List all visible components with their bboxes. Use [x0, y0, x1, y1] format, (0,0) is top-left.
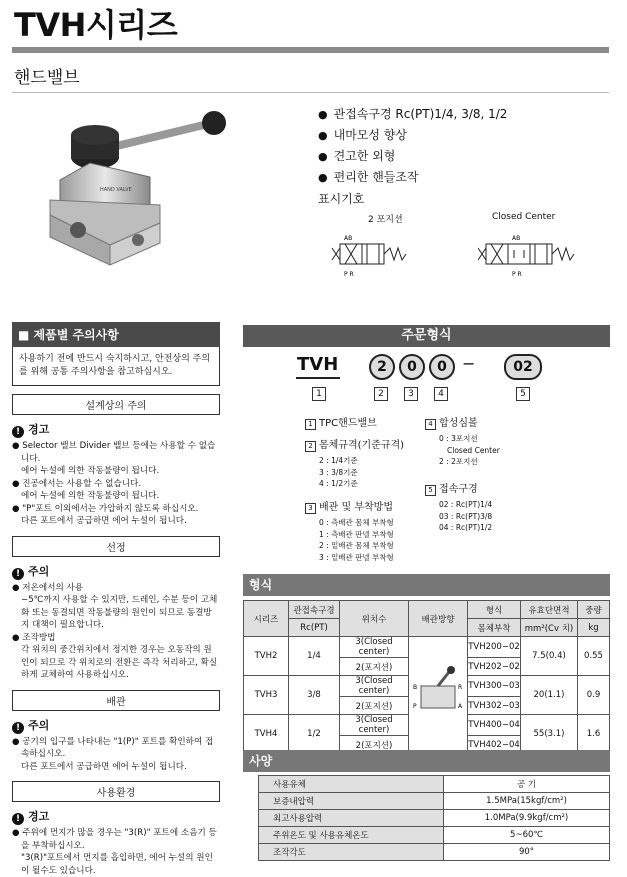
spec-table	[258, 775, 610, 861]
section-design-title: 설계상의 주의	[12, 394, 220, 415]
svg-text:P R: P R	[344, 271, 354, 278]
col-header: kg	[578, 619, 610, 637]
order-group-2: 2 몸체규격(기준규격) 2 : 1/4기준 3 : 3/8기준 4 : 1/2기준	[305, 436, 404, 490]
table-row: TVH4 1/2 3(Closed center) TVH400−04 55(3.1) 1.6	[244, 715, 610, 736]
feature-item: ● 편리한 핸들조작	[318, 167, 507, 188]
order-code-prefix: TVH	[297, 354, 339, 375]
code-part-3: 0	[399, 354, 425, 380]
table-row: TVH2 1/4 3(Closed center) B R P A TVH200−02 7.5(0.4) 0.55	[244, 637, 610, 658]
code-part-4: 0	[429, 354, 455, 380]
symbol-left-label: 2 포지션	[368, 215, 403, 225]
table-row: TVH3 3/8 3(Closed center) TVH300−03 20(1.1) 0.9	[244, 676, 610, 697]
svg-text:P R: P R	[512, 271, 522, 278]
caution-panel	[12, 322, 220, 877]
col-header: 몸체부착	[468, 619, 521, 637]
svg-text:R: R	[458, 683, 463, 691]
code-part-5: 02	[504, 354, 542, 380]
svg-text:AB: AB	[344, 235, 353, 242]
table-row: 주위온도 및 사용유체온도 5~60℃	[259, 827, 610, 844]
page-subtitle: 핸드밸브	[14, 68, 80, 88]
section-selection-title: 선정	[12, 536, 220, 557]
code-num: 5	[516, 387, 530, 401]
table-row: 조작각도 90°	[259, 844, 610, 861]
feature-list	[318, 104, 507, 188]
code-part-2: 2	[369, 354, 395, 380]
col-header: 중량	[578, 601, 610, 619]
symbol-2-position-icon	[330, 230, 410, 285]
model-table-header: 형식	[243, 574, 610, 596]
table-row: 사용유체 공 기	[259, 776, 610, 793]
order-header: 주문형식	[243, 325, 610, 347]
feature-item: ● 견고한 외형	[318, 146, 507, 167]
col-header: 위치수	[340, 601, 409, 637]
caution-icon: !	[12, 722, 24, 734]
table-row: 보증내압력 1.5MPa(15kgf/cm²)	[259, 793, 610, 810]
spec-table-header: 사양	[243, 750, 610, 772]
col-header: 형식	[468, 601, 521, 619]
caution-label: ! 주의	[12, 717, 220, 734]
warning-label: ! 경고	[12, 808, 220, 825]
warning-label: ! 경고	[12, 421, 220, 438]
col-header: mm²(Cv 치)	[521, 619, 578, 637]
order-group-5: 5 접속구경 02 : Rc(PT)1/4 03 : Rc(PT)3/8 04 : Rc(PT)1/2	[425, 480, 492, 534]
piping-items: ● 공기의 입구를 나타내는 "1(P)" 포트를 확인하여 접속하십시오. 다른 포트에서 공급하면 에어 누설이 됩니다.	[12, 736, 220, 774]
valve-port-diagram	[409, 637, 468, 754]
table-row: 2(포지션) TVH302−03	[244, 697, 610, 715]
table-row: 최고사용압력 1.0MPa(9.9kgf/cm²)	[259, 810, 610, 827]
environment-items: ● 주위에 먼지가 많을 경우는 "3(R)" 포트에 소음기 등을 부착하십시오. "3(R)"포트에서 먼지를 흡입하면, 에어 누설의 원인이 될수도 있습니다.	[12, 827, 220, 877]
code-underline	[296, 377, 340, 379]
svg-text:AB: AB	[512, 235, 521, 242]
code-num: 4	[434, 387, 448, 401]
caution-intro: 사용하기 전에 반드시 숙지하시고, 안전상의 주의를 위해 공통 주의사항을 참고하십시오.	[12, 347, 220, 386]
caution-header: ■ 제품별 주의사항	[12, 322, 220, 347]
col-header: 배관방향	[409, 601, 468, 637]
code-num: 1	[312, 387, 326, 401]
table-row: 2(포지션) TVH402−04	[244, 736, 610, 754]
section-environment-title: 사용환경	[12, 781, 220, 802]
caution-icon: !	[12, 568, 24, 580]
order-group-1: 1 TPC핸드밸브	[305, 414, 377, 433]
order-group-4: 4 합성심볼 0 : 3포지션 Closed Center 2 : 2포지션	[425, 414, 500, 468]
warning-icon: !	[12, 426, 24, 438]
warning-icon: !	[12, 813, 24, 825]
col-header: 관접속구경	[289, 601, 340, 619]
symbol-closed-center-icon	[478, 230, 578, 285]
subtitle-rule	[12, 92, 609, 93]
col-header: 시리즈	[244, 601, 289, 637]
model-table	[243, 600, 610, 754]
table-row: 2(포지션) TVH202−02	[244, 658, 610, 676]
design-items: ● Selector 밸브 Divider 밸브 등에는 사용할 수 없습니다. 에어 누설에 의한 작동불량이 됩니다. ● 진공에서는 사용할 수 없습니다. 에어 누설에 의한 작동불량이 됩니다. ● "P"포트 이외에서는 가압하지 않도록 하십시오. 다른 포트에서 공급하면 에어 누설이 됩니다.	[12, 440, 220, 528]
symbol-title: 표시기호	[318, 192, 365, 206]
product-label: HAND VALVE	[100, 187, 132, 193]
code-dash: −	[462, 354, 476, 373]
code-num: 3	[404, 387, 418, 401]
col-header: Rc(PT)	[289, 619, 340, 637]
page-title: TVH시리즈	[14, 6, 178, 44]
svg-text:A: A	[458, 702, 463, 710]
code-num: 2	[374, 387, 388, 401]
selection-items: ● 저온에서의 사용 −5℃까지 사용할 수 있지만, 드레인, 수분 등이 고체화 또는 동결되면 작동불량의 원인이 되므로 동결방지 대책이 필요합니다. ● 조작방법 각 위치의 중간위치에서 정지한 경우는 오동작의 원인이 되므로 각 위치로의 전환은 즉각 처리하고, 확실하게 교체하여 사용하십시오.	[12, 582, 220, 682]
feature-item: ● 내마모성 향상	[318, 125, 507, 146]
caution-label: ! 주의	[12, 563, 220, 580]
col-header: 유효단면적	[521, 601, 578, 619]
symbol-right-label: Closed Center	[492, 212, 556, 222]
svg-text:B: B	[413, 683, 418, 691]
feature-item: ● 관접속구경 Rc(PT)1/4, 3/8, 1/2	[318, 104, 507, 125]
svg-text:P: P	[413, 702, 417, 710]
section-piping-title: 배관	[12, 690, 220, 711]
title-rule	[12, 47, 609, 53]
valve-diagram-icon	[409, 644, 467, 744]
hand-valve-image	[40, 105, 240, 270]
order-group-3: 3 배관 및 부착방법 0 : 측배관 몸체 부착형 1 : 측배관 판넬 부착형 2 : 밑배관 몸체 부착형 3 : 밑배관 판넬 부착형	[305, 498, 394, 563]
